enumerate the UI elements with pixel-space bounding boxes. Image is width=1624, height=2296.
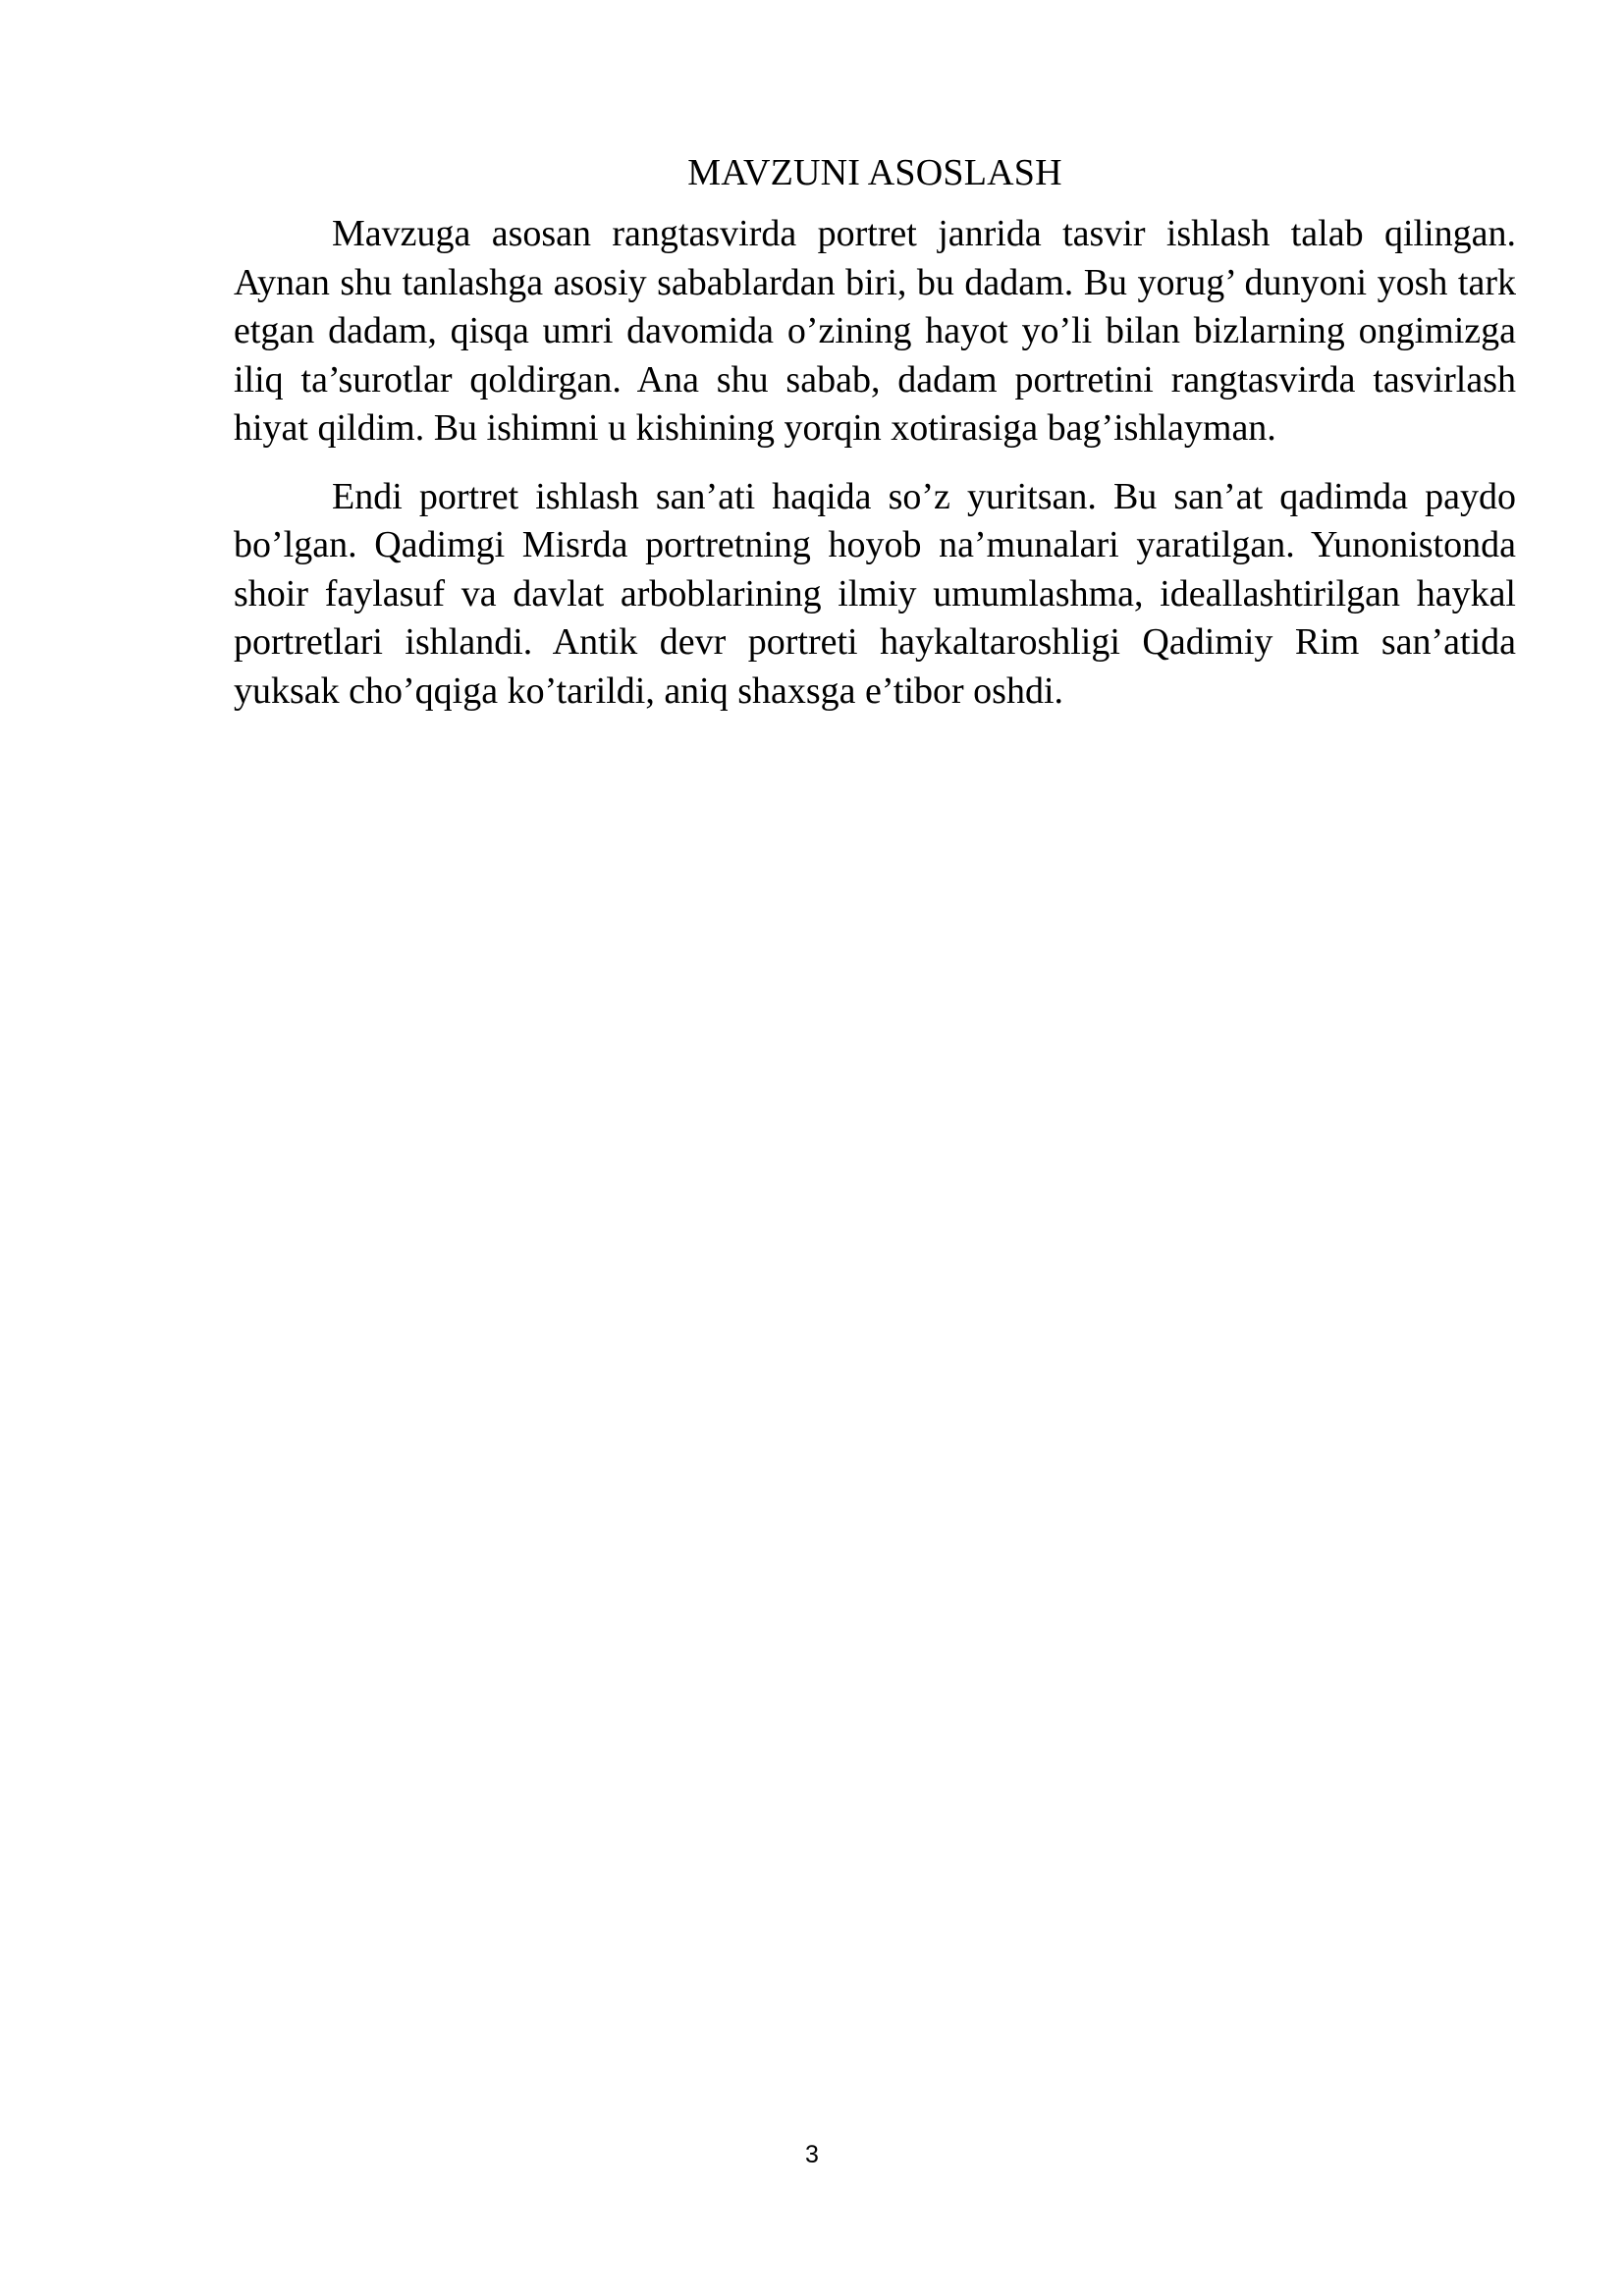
paragraph-1: Mavzuga asosan rangtasvirda portret janrida tasvir ishlash talab qilingan. Aynan shu tanlashga asosiy sabablardan biri, bu dadam. Bu yorug’ dunyoni yosh tark etgan dadam, qisqa umri davomida o’zining hayot yo’li bilan bizlarning ongimizga iliq ta’surotlar qoldirgan. Ana shu sabab, dadam portretini rangtasvirda tasvirlash hiyat qildim. Bu ishimni u kishining yorqin xotirasiga bag’ishlayman. [234,213,1516,449]
page-content [234,147,1516,735]
paragraph-2: Endi portret ishlash san’ati haqida so’z yuritsan. Bu san’at qadimda paydo bo’lgan. Qadimgi Misrda portretning hoyob na’munalari yaratilgan. Yunonistonda shoir faylasuf va davlat arboblarining ilmiy umumlashma, ideallashtirilgan haykal portretlari ishlandi. Antik devr portreti haykaltaroshligi Qadimiy Rim san’atida yuksak cho’qqiga ko’tarildi, aniq shaxsga e’tibor oshdi. [234,475,1516,712]
page-title: MAVZUNI ASOSLASH [687,152,1062,193]
page-number: 3 [805,2141,819,2168]
